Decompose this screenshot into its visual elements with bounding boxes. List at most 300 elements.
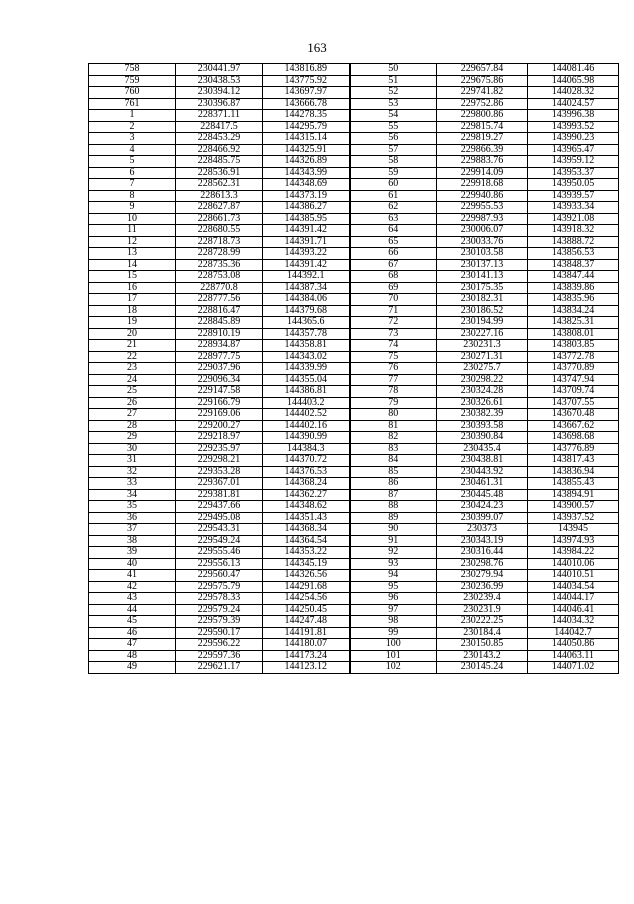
- cell-y-coordinate: 143993.52: [528, 121, 619, 133]
- cell-point-number: 99: [350, 627, 437, 639]
- cell-x-coordinate: 230143.2: [437, 650, 528, 662]
- cell-point-number: 16: [89, 282, 176, 294]
- cell-x-coordinate: 229555.46: [176, 547, 263, 559]
- cell-point-number: 71: [350, 305, 437, 317]
- table-row: [89, 524, 619, 536]
- cell-y-coordinate: 144348.62: [263, 501, 350, 513]
- cell-y-coordinate: 144173.24: [263, 650, 350, 662]
- cell-y-coordinate: 143698.68: [528, 432, 619, 444]
- table-row: [89, 248, 619, 260]
- cell-x-coordinate: 229940.86: [437, 190, 528, 202]
- cell-x-coordinate: 228417.5: [176, 121, 263, 133]
- cell-y-coordinate: 144325.91: [263, 144, 350, 156]
- table-row: [89, 156, 619, 168]
- cell-point-number: 7: [89, 179, 176, 191]
- cell-point-number: 69: [350, 282, 437, 294]
- table-row: [89, 489, 619, 501]
- cell-y-coordinate: 143770.89: [528, 363, 619, 375]
- cell-y-coordinate: 144024.57: [528, 98, 619, 110]
- cell-point-number: 25: [89, 386, 176, 398]
- cell-y-coordinate: 144376.53: [263, 466, 350, 478]
- cell-x-coordinate: 229556.13: [176, 558, 263, 570]
- cell-point-number: 101: [350, 650, 437, 662]
- cell-y-coordinate: 143939.57: [528, 190, 619, 202]
- cell-y-coordinate: 144385.95: [263, 213, 350, 225]
- cell-point-number: 90: [350, 524, 437, 536]
- cell-point-number: 47: [89, 639, 176, 651]
- cell-point-number: 76: [350, 363, 437, 375]
- cell-x-coordinate: 229621.17: [176, 662, 263, 674]
- cell-point-number: 760: [89, 87, 176, 99]
- table-row: [89, 167, 619, 179]
- cell-y-coordinate: 144295.79: [263, 121, 350, 133]
- table-row: [89, 443, 619, 455]
- cell-y-coordinate: 144353.22: [263, 547, 350, 559]
- cell-point-number: 45: [89, 616, 176, 628]
- cell-point-number: 96: [350, 593, 437, 605]
- cell-point-number: 29: [89, 432, 176, 444]
- cell-x-coordinate: 228934.87: [176, 340, 263, 352]
- cell-x-coordinate: 230236.99: [437, 581, 528, 593]
- cell-y-coordinate: 143945: [528, 524, 619, 536]
- page-number: 163: [307, 40, 327, 55]
- cell-point-number: 44: [89, 604, 176, 616]
- cell-x-coordinate: 229866.39: [437, 144, 528, 156]
- cell-y-coordinate: 143888.72: [528, 236, 619, 248]
- cell-x-coordinate: 230316.44: [437, 547, 528, 559]
- cell-x-coordinate: 230441.97: [176, 64, 263, 76]
- cell-point-number: 73: [350, 328, 437, 340]
- cell-y-coordinate: 143667.62: [528, 420, 619, 432]
- cell-point-number: 33: [89, 478, 176, 490]
- cell-y-coordinate: 143918.32: [528, 225, 619, 237]
- cell-y-coordinate: 144050.86: [528, 639, 619, 651]
- cell-y-coordinate: 144180.07: [263, 639, 350, 651]
- cell-y-coordinate: 144247.48: [263, 616, 350, 628]
- cell-point-number: 49: [89, 662, 176, 674]
- cell-point-number: 62: [350, 202, 437, 214]
- table-row: [89, 501, 619, 513]
- cell-x-coordinate: 230424.23: [437, 501, 528, 513]
- cell-x-coordinate: 229096.34: [176, 374, 263, 386]
- cell-x-coordinate: 229367.01: [176, 478, 263, 490]
- cell-y-coordinate: 144365.6: [263, 317, 350, 329]
- table-row: [89, 179, 619, 191]
- cell-y-coordinate: 143817.43: [528, 455, 619, 467]
- cell-x-coordinate: 230231.3: [437, 340, 528, 352]
- cell-y-coordinate: 143965.47: [528, 144, 619, 156]
- cell-x-coordinate: 228845.89: [176, 317, 263, 329]
- cell-point-number: 13: [89, 248, 176, 260]
- cell-y-coordinate: 144042.7: [528, 627, 619, 639]
- table-row: [89, 581, 619, 593]
- cell-x-coordinate: 228728.99: [176, 248, 263, 260]
- cell-point-number: 5: [89, 156, 176, 168]
- cell-y-coordinate: 144063.11: [528, 650, 619, 662]
- cell-y-coordinate: 143697.97: [263, 87, 350, 99]
- cell-point-number: 14: [89, 259, 176, 271]
- cell-point-number: 758: [89, 64, 176, 76]
- cell-x-coordinate: 230399.07: [437, 512, 528, 524]
- cell-x-coordinate: 229147.58: [176, 386, 263, 398]
- cell-y-coordinate: 144373.19: [263, 190, 350, 202]
- cell-y-coordinate: 143921.08: [528, 213, 619, 225]
- cell-y-coordinate: 144034.54: [528, 581, 619, 593]
- cell-point-number: 4: [89, 144, 176, 156]
- cell-x-coordinate: 230326.61: [437, 397, 528, 409]
- cell-y-coordinate: 144355.04: [263, 374, 350, 386]
- cell-point-number: 11: [89, 225, 176, 237]
- cell-x-coordinate: 230461.31: [437, 478, 528, 490]
- cell-x-coordinate: 229815.74: [437, 121, 528, 133]
- cell-point-number: 15: [89, 271, 176, 283]
- cell-x-coordinate: 229741.82: [437, 87, 528, 99]
- table-row: [89, 213, 619, 225]
- cell-x-coordinate: 230298.76: [437, 558, 528, 570]
- cell-point-number: 84: [350, 455, 437, 467]
- cell-point-number: 21: [89, 340, 176, 352]
- table-row: [89, 340, 619, 352]
- table-row: [89, 558, 619, 570]
- cell-point-number: 86: [350, 478, 437, 490]
- cell-x-coordinate: 229200.27: [176, 420, 263, 432]
- cell-point-number: 102: [350, 662, 437, 674]
- cell-x-coordinate: 230186.52: [437, 305, 528, 317]
- cell-y-coordinate: 143776.89: [528, 443, 619, 455]
- cell-x-coordinate: 230194.99: [437, 317, 528, 329]
- cell-y-coordinate: 143803.85: [528, 340, 619, 352]
- cell-x-coordinate: 230435.4: [437, 443, 528, 455]
- cell-point-number: 36: [89, 512, 176, 524]
- cell-y-coordinate: 143933.34: [528, 202, 619, 214]
- cell-x-coordinate: 230227.16: [437, 328, 528, 340]
- cell-point-number: 8: [89, 190, 176, 202]
- cell-point-number: 61: [350, 190, 437, 202]
- cell-point-number: 12: [89, 236, 176, 248]
- cell-x-coordinate: 229914.09: [437, 167, 528, 179]
- cell-x-coordinate: 229590.17: [176, 627, 263, 639]
- cell-x-coordinate: 229800.86: [437, 110, 528, 122]
- cell-x-coordinate: 229437.66: [176, 501, 263, 513]
- cell-y-coordinate: 143990.23: [528, 133, 619, 145]
- cell-point-number: 70: [350, 294, 437, 306]
- cell-point-number: 30: [89, 443, 176, 455]
- cell-y-coordinate: 143974.93: [528, 535, 619, 547]
- table-row: [89, 535, 619, 547]
- table-row: [89, 133, 619, 145]
- cell-x-coordinate: 230006.07: [437, 225, 528, 237]
- cell-y-coordinate: 143836.94: [528, 466, 619, 478]
- cell-point-number: 60: [350, 179, 437, 191]
- cell-point-number: 19: [89, 317, 176, 329]
- cell-y-coordinate: 143839.86: [528, 282, 619, 294]
- cell-y-coordinate: 144387.34: [263, 282, 350, 294]
- table-row: [89, 662, 619, 674]
- cell-point-number: 72: [350, 317, 437, 329]
- cell-point-number: 41: [89, 570, 176, 582]
- cell-point-number: 39: [89, 547, 176, 559]
- cell-x-coordinate: 230373: [437, 524, 528, 536]
- cell-x-coordinate: 229218.97: [176, 432, 263, 444]
- cell-y-coordinate: 144326.89: [263, 156, 350, 168]
- cell-point-number: 58: [350, 156, 437, 168]
- cell-y-coordinate: 143937.52: [528, 512, 619, 524]
- cell-y-coordinate: 143825.31: [528, 317, 619, 329]
- cell-x-coordinate: 230275.7: [437, 363, 528, 375]
- cell-y-coordinate: 144123.12: [263, 662, 350, 674]
- table-row: [89, 397, 619, 409]
- cell-y-coordinate: 143984.22: [528, 547, 619, 559]
- table-row: [89, 351, 619, 363]
- cell-point-number: 50: [350, 64, 437, 76]
- cell-x-coordinate: 229575.79: [176, 581, 263, 593]
- cell-x-coordinate: 230175.35: [437, 282, 528, 294]
- cell-x-coordinate: 229353.28: [176, 466, 263, 478]
- cell-y-coordinate: 144071.02: [528, 662, 619, 674]
- cell-x-coordinate: 228562.31: [176, 179, 263, 191]
- cell-x-coordinate: 230150.85: [437, 639, 528, 651]
- cell-x-coordinate: 229987.93: [437, 213, 528, 225]
- cell-x-coordinate: 230182.31: [437, 294, 528, 306]
- cell-y-coordinate: 143747.94: [528, 374, 619, 386]
- cell-point-number: 51: [350, 75, 437, 87]
- cell-x-coordinate: 228371.11: [176, 110, 263, 122]
- cell-x-coordinate: 229579.24: [176, 604, 263, 616]
- cell-y-coordinate: 144390.99: [263, 432, 350, 444]
- cell-y-coordinate: 144254.56: [263, 593, 350, 605]
- cell-y-coordinate: 144391.42: [263, 259, 350, 271]
- cell-point-number: 67: [350, 259, 437, 271]
- cell-y-coordinate: 144065.98: [528, 75, 619, 87]
- cell-x-coordinate: 230137.13: [437, 259, 528, 271]
- table-row: [89, 466, 619, 478]
- cell-point-number: 83: [350, 443, 437, 455]
- cell-point-number: 85: [350, 466, 437, 478]
- cell-point-number: 27: [89, 409, 176, 421]
- cell-point-number: 54: [350, 110, 437, 122]
- cell-y-coordinate: 143900.57: [528, 501, 619, 513]
- cell-x-coordinate: 230279.94: [437, 570, 528, 582]
- cell-x-coordinate: 230382.39: [437, 409, 528, 421]
- cell-y-coordinate: 144343.99: [263, 167, 350, 179]
- table-row: [89, 432, 619, 444]
- table-row: [89, 202, 619, 214]
- cell-y-coordinate: 144326.56: [263, 570, 350, 582]
- cell-x-coordinate: 229298.21: [176, 455, 263, 467]
- cell-x-coordinate: 229918.68: [437, 179, 528, 191]
- cell-point-number: 48: [89, 650, 176, 662]
- cell-point-number: 88: [350, 501, 437, 513]
- cell-x-coordinate: 230271.31: [437, 351, 528, 363]
- cell-point-number: 10: [89, 213, 176, 225]
- table-row: [89, 328, 619, 340]
- cell-x-coordinate: 230141.13: [437, 271, 528, 283]
- cell-y-coordinate: 144191.81: [263, 627, 350, 639]
- cell-x-coordinate: 230390.84: [437, 432, 528, 444]
- cell-point-number: 52: [350, 87, 437, 99]
- cell-y-coordinate: 143834.24: [528, 305, 619, 317]
- table-row: [89, 110, 619, 122]
- cell-x-coordinate: 229955.53: [437, 202, 528, 214]
- cell-x-coordinate: 229543.31: [176, 524, 263, 536]
- cell-x-coordinate: 229819.27: [437, 133, 528, 145]
- cell-x-coordinate: 230394.12: [176, 87, 263, 99]
- cell-point-number: 74: [350, 340, 437, 352]
- cell-x-coordinate: 230324.28: [437, 386, 528, 398]
- cell-point-number: 761: [89, 98, 176, 110]
- table-row: [89, 144, 619, 156]
- cell-y-coordinate: 144291.68: [263, 581, 350, 593]
- cell-point-number: 34: [89, 489, 176, 501]
- table-row: [89, 363, 619, 375]
- cell-y-coordinate: 143950.05: [528, 179, 619, 191]
- cell-x-coordinate: 230445.48: [437, 489, 528, 501]
- cell-y-coordinate: 144362.27: [263, 489, 350, 501]
- table-row: [89, 305, 619, 317]
- cell-point-number: 89: [350, 512, 437, 524]
- cell-x-coordinate: 228661.73: [176, 213, 263, 225]
- cell-point-number: 82: [350, 432, 437, 444]
- cell-x-coordinate: 228536.91: [176, 167, 263, 179]
- table-row: [89, 190, 619, 202]
- table-row: [89, 98, 619, 110]
- cell-x-coordinate: 230396.87: [176, 98, 263, 110]
- cell-point-number: 93: [350, 558, 437, 570]
- cell-y-coordinate: 144357.78: [263, 328, 350, 340]
- cell-y-coordinate: 144010.51: [528, 570, 619, 582]
- cell-y-coordinate: 143847.44: [528, 271, 619, 283]
- cell-x-coordinate: 229549.24: [176, 535, 263, 547]
- table-row: [89, 593, 619, 605]
- table-row: [89, 294, 619, 306]
- cell-x-coordinate: 230443.92: [437, 466, 528, 478]
- table-row: [89, 75, 619, 87]
- cell-x-coordinate: 228735.36: [176, 259, 263, 271]
- cell-y-coordinate: 143775.92: [263, 75, 350, 87]
- table-row: [89, 478, 619, 490]
- cell-point-number: 28: [89, 420, 176, 432]
- cell-y-coordinate: 143666.78: [263, 98, 350, 110]
- cell-y-coordinate: 144364.54: [263, 535, 350, 547]
- cell-y-coordinate: 144403.2: [263, 397, 350, 409]
- cell-y-coordinate: 143959.12: [528, 156, 619, 168]
- cell-point-number: 1: [89, 110, 176, 122]
- cell-y-coordinate: 144278.35: [263, 110, 350, 122]
- cell-x-coordinate: 229166.79: [176, 397, 263, 409]
- cell-x-coordinate: 228466.92: [176, 144, 263, 156]
- cell-y-coordinate: 144315.14: [263, 133, 350, 145]
- cell-x-coordinate: 229579.39: [176, 616, 263, 628]
- table-row: [89, 386, 619, 398]
- cell-y-coordinate: 144034.32: [528, 616, 619, 628]
- table-row: [89, 547, 619, 559]
- cell-y-coordinate: 144392.1: [263, 271, 350, 283]
- cell-point-number: 17: [89, 294, 176, 306]
- cell-point-number: 98: [350, 616, 437, 628]
- table-row: [89, 512, 619, 524]
- table-row: [89, 650, 619, 662]
- cell-point-number: 68: [350, 271, 437, 283]
- cell-x-coordinate: 230033.76: [437, 236, 528, 248]
- cell-point-number: 56: [350, 133, 437, 145]
- cell-point-number: 38: [89, 535, 176, 547]
- cell-x-coordinate: 230239.4: [437, 593, 528, 605]
- cell-y-coordinate: 143709.74: [528, 386, 619, 398]
- cell-x-coordinate: 229752.86: [437, 98, 528, 110]
- cell-point-number: 63: [350, 213, 437, 225]
- cell-point-number: 64: [350, 225, 437, 237]
- cell-y-coordinate: 144046.41: [528, 604, 619, 616]
- cell-point-number: 65: [350, 236, 437, 248]
- table-row: [89, 87, 619, 99]
- cell-x-coordinate: 230103.58: [437, 248, 528, 260]
- cell-x-coordinate: 229037.96: [176, 363, 263, 375]
- cell-point-number: 53: [350, 98, 437, 110]
- cell-x-coordinate: 228485.75: [176, 156, 263, 168]
- cell-point-number: 37: [89, 524, 176, 536]
- table-row: [89, 616, 619, 628]
- cell-x-coordinate: 229578.33: [176, 593, 263, 605]
- cell-y-coordinate: 143670.48: [528, 409, 619, 421]
- cell-point-number: 87: [350, 489, 437, 501]
- cell-y-coordinate: 144368.24: [263, 478, 350, 490]
- cell-point-number: 78: [350, 386, 437, 398]
- cell-x-coordinate: 229596.22: [176, 639, 263, 651]
- cell-y-coordinate: 144358.81: [263, 340, 350, 352]
- cell-y-coordinate: 143835.96: [528, 294, 619, 306]
- cell-point-number: 46: [89, 627, 176, 639]
- cell-point-number: 79: [350, 397, 437, 409]
- cell-point-number: 91: [350, 535, 437, 547]
- cell-point-number: 9: [89, 202, 176, 214]
- cell-x-coordinate: 228910.19: [176, 328, 263, 340]
- cell-x-coordinate: 229235.97: [176, 443, 263, 455]
- cell-y-coordinate: 144028.32: [528, 87, 619, 99]
- cell-y-coordinate: 144250.45: [263, 604, 350, 616]
- cell-x-coordinate: 228816.47: [176, 305, 263, 317]
- cell-y-coordinate: 144391.42: [263, 225, 350, 237]
- cell-x-coordinate: 229495.08: [176, 512, 263, 524]
- cell-y-coordinate: 144379.68: [263, 305, 350, 317]
- cell-x-coordinate: 230184.4: [437, 627, 528, 639]
- table-row: [89, 639, 619, 651]
- cell-point-number: 24: [89, 374, 176, 386]
- cell-point-number: 92: [350, 547, 437, 559]
- cell-x-coordinate: 228777.56: [176, 294, 263, 306]
- cell-y-coordinate: 144393.22: [263, 248, 350, 260]
- cell-y-coordinate: 144351.43: [263, 512, 350, 524]
- cell-x-coordinate: 228627.87: [176, 202, 263, 214]
- cell-x-coordinate: 228718.73: [176, 236, 263, 248]
- cell-point-number: 59: [350, 167, 437, 179]
- cell-point-number: 95: [350, 581, 437, 593]
- cell-y-coordinate: 144391.71: [263, 236, 350, 248]
- cell-y-coordinate: 143707.55: [528, 397, 619, 409]
- cell-point-number: 759: [89, 75, 176, 87]
- cell-point-number: 75: [350, 351, 437, 363]
- cell-y-coordinate: 144345.19: [263, 558, 350, 570]
- table-row: [89, 225, 619, 237]
- cell-x-coordinate: 229675.86: [437, 75, 528, 87]
- cell-point-number: 57: [350, 144, 437, 156]
- cell-y-coordinate: 144044.17: [528, 593, 619, 605]
- cell-y-coordinate: 143848.37: [528, 259, 619, 271]
- table-row: [89, 271, 619, 283]
- cell-point-number: 22: [89, 351, 176, 363]
- cell-point-number: 42: [89, 581, 176, 593]
- cell-point-number: 40: [89, 558, 176, 570]
- cell-x-coordinate: 228753.08: [176, 271, 263, 283]
